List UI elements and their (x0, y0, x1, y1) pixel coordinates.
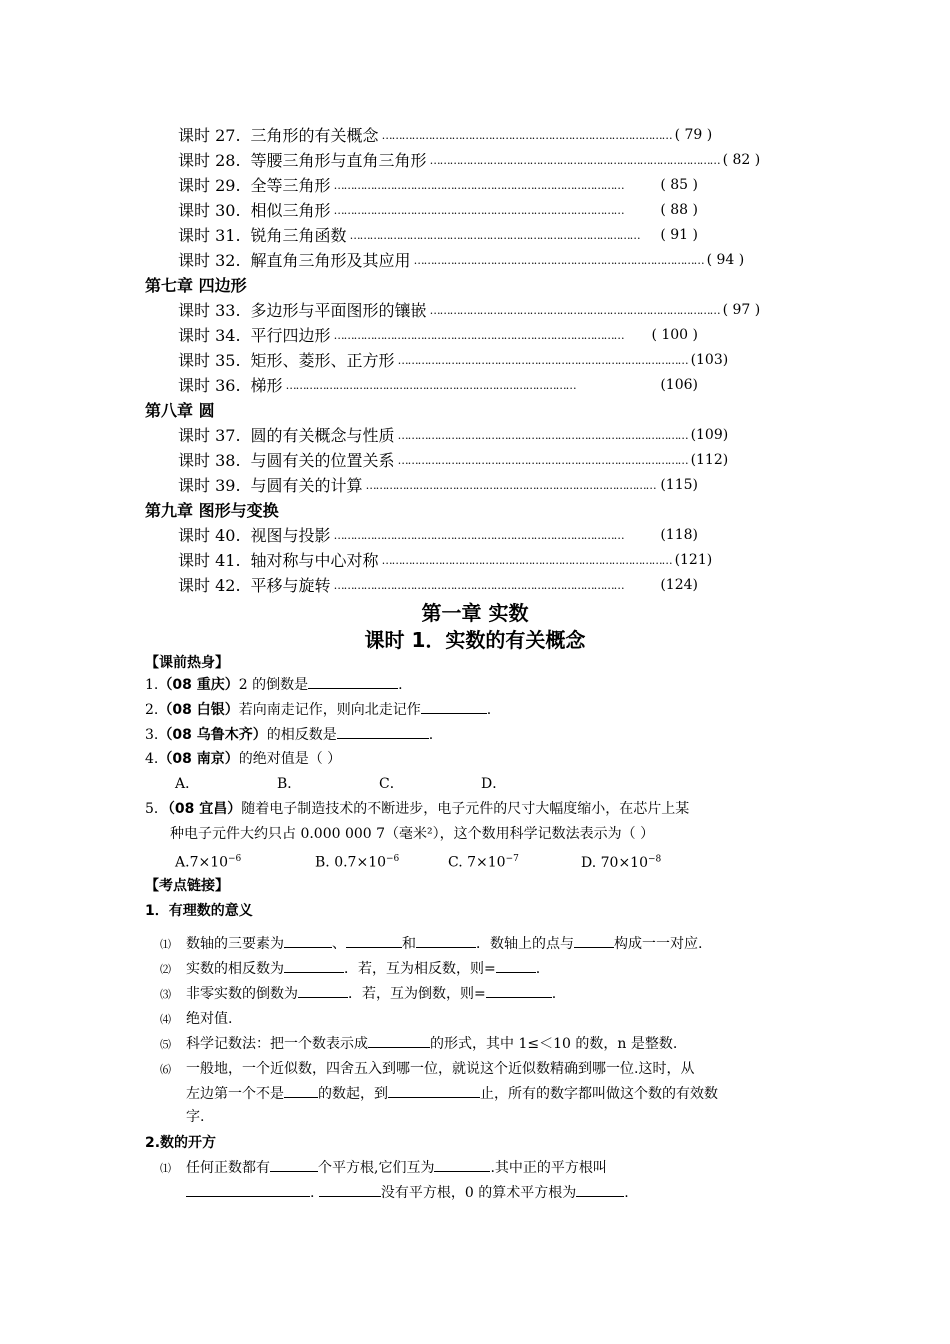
toc-lesson-title: 等腰三角形与直角三角形 (250, 151, 427, 170)
toc-lesson-title: 平行四边形 (250, 326, 331, 345)
question-5-options (175, 848, 661, 874)
toc-chapter-8: 第八章 圆 (145, 401, 215, 420)
question-source: （08 宜昌） (167, 801, 242, 817)
warmup-heading: 【课前热身】 (145, 655, 229, 671)
toc-entry[interactable] (178, 473, 698, 498)
lesson-title: 课时 1．实数的有关概念 (364, 628, 586, 652)
toc-leader-dots: …………………………………………………………………………… (397, 354, 688, 367)
answer-blank[interactable] (421, 699, 487, 714)
question-1 (145, 674, 403, 696)
toc-lesson-number: 课时 36. (178, 376, 241, 395)
toc-lesson-title: 锐角三角函数 (250, 226, 347, 245)
toc-lesson-number: 课时 35. (178, 351, 241, 370)
item-sqrt-1-line-2: . 没有平方根，0 的算术平方根为 . (186, 1182, 629, 1204)
toc-lesson-title: 三角形的有关概念 (250, 126, 379, 145)
answer-blank[interactable] (486, 983, 552, 998)
toc-page-number: ( 100 ) (651, 327, 698, 343)
answer-blank[interactable] (388, 1083, 480, 1098)
toc-lesson-number: 课时 40. (178, 526, 241, 545)
toc-lesson-number: 课时 32. (178, 251, 241, 270)
answer-blank[interactable] (346, 933, 402, 948)
toc-leader-dots: …………………………………………………………………………… (381, 129, 672, 142)
toc-entry[interactable] (178, 348, 729, 373)
question-4 (145, 748, 341, 770)
toc-page-number: (109) (690, 427, 729, 443)
question-5-line-2: 种电子元件大约只占 0.000 000 7（毫米²），这个数用科学记数法表示为（ ） (170, 826, 655, 842)
toc-lesson-number: 课时 37. (178, 426, 241, 445)
toc-page-number: ( 79 ) (674, 127, 713, 143)
option-d[interactable]: D. $70\times 10^{-8}$ (581, 854, 662, 871)
toc-leader-dots: …………………………………………………………………………… (333, 179, 624, 192)
item-6-line-3: 字. (186, 1109, 205, 1125)
question-end: . (428, 727, 434, 743)
option-a[interactable]: $A.7\times 10^{-6}$ (175, 854, 242, 871)
question-number: 5． (145, 801, 168, 817)
answer-blank[interactable] (368, 1033, 430, 1048)
answer-blank[interactable] (496, 958, 536, 973)
toc-page-number: ( 91 ) (660, 227, 698, 243)
item-4: ⑷ 绝对值. (160, 1008, 232, 1031)
toc-lesson-title: 解直角三角形及其应用 (250, 251, 411, 270)
toc-lesson-title: 梯形 (250, 376, 283, 395)
question-text-line-1: 随着电子制造技术的不断进步，电子元件的尺寸大幅度缩小，在芯片上某 (241, 801, 690, 817)
links-heading: 【考点链接】 (145, 878, 229, 894)
answer-blank[interactable] (284, 1083, 318, 1098)
item-1: ⑴ 数轴的三要素为 、 和 ．数轴上的点与 构成一一对应. (160, 933, 702, 956)
question-number: 2. (145, 702, 159, 718)
toc-chapter-9: 第九章 图形与变换 (145, 501, 279, 520)
question-text: 的相反数是 (266, 727, 337, 743)
toc-lesson-title: 与圆有关的计算 (250, 476, 363, 495)
question-2 (145, 699, 491, 721)
item-marker: ⑴ (160, 938, 171, 951)
toc-leader-dots: …………………………………………………………………………… (349, 229, 640, 242)
answer-blank[interactable] (308, 674, 398, 689)
toc-page-number: ( 88 ) (660, 202, 698, 218)
toc-page-number: (106) (660, 377, 698, 393)
toc-lesson-title: 圆的有关概念与性质 (250, 426, 395, 445)
option-c[interactable]: C. $7\times 10^{-7}$ (448, 854, 519, 871)
toc-leader-dots: …………………………………………………………………………… (333, 529, 624, 542)
answer-blank[interactable] (284, 958, 344, 973)
question-number: 4. (145, 751, 159, 767)
item-sqrt-1: ⑴ 任何正数都有 个平方根,它们互为 .其中正的平方根叫 (160, 1157, 607, 1180)
toc-leader-dots: …………………………………………………………………………… (397, 429, 688, 442)
toc-entry[interactable] (178, 448, 729, 473)
answer-blank[interactable] (284, 933, 332, 948)
toc-page-number: (115) (660, 477, 698, 493)
answer-blank[interactable] (186, 1182, 310, 1197)
toc-leader-dots: …………………………………………………………………………… (381, 554, 672, 567)
item-6-line-2: 左边第一个不是 的数起，到 止，所有的数字都叫做这个数的有效数 (186, 1083, 718, 1105)
toc-lesson-title: 多边形与平面图形的镶嵌 (250, 301, 427, 320)
answer-blank[interactable] (416, 933, 476, 948)
toc-lesson-number: 课时 42. (178, 576, 241, 595)
toc-lesson-title: 平移与旋转 (250, 576, 331, 595)
toc-page-number: (124) (660, 577, 698, 593)
chapter-title: 第一章 实数 (421, 601, 529, 625)
question-text: 若向南走记作，则向北走记作 (238, 702, 421, 718)
toc-entry[interactable] (178, 423, 729, 448)
toc-entry[interactable] (178, 323, 698, 348)
toc-entry[interactable] (178, 373, 698, 398)
item-6: ⑹ 一般地，一个近似数，四舍五入到哪一位，就说这个近似数精确到哪一位.这时，从 (160, 1058, 694, 1081)
question-text: 的绝对值是（ ） (238, 751, 342, 767)
toc-lesson-title: 相似三角形 (250, 201, 331, 220)
question-source: （08 白银） (158, 702, 239, 718)
toc-leader-dots: …………………………………………………………………………… (333, 204, 624, 217)
item-2: ⑵ 实数的相反数为 ．若，互为相反数，则= . (160, 958, 540, 981)
toc-lesson-number: 课时 27. (178, 126, 241, 145)
toc-lesson-number: 课时 41. (178, 551, 241, 570)
item-marker: ⑵ (160, 963, 171, 976)
option-d[interactable]: D． (481, 776, 507, 792)
answer-blank[interactable] (434, 1157, 490, 1172)
toc-page-number: (103) (690, 352, 729, 368)
question-source: （08 南京） (158, 751, 239, 767)
toc-page-number: (118) (660, 527, 698, 543)
toc-leader-dots: …………………………………………………………………………… (365, 479, 656, 492)
item-marker: ⑹ (160, 1063, 171, 1076)
question-text: 2 的倒数是 (238, 677, 309, 693)
toc-leader-dots: …………………………………………………………………………… (397, 454, 688, 467)
toc-entry[interactable] (178, 248, 745, 273)
toc-entry[interactable] (178, 523, 698, 548)
toc-lesson-title: 全等三角形 (250, 176, 331, 195)
toc-entry[interactable] (178, 198, 698, 223)
toc-lesson-number: 课时 34. (178, 326, 241, 345)
question-source: （08 乌鲁木齐） (158, 727, 267, 743)
toc-entry[interactable] (178, 298, 761, 323)
item-marker: ⑴ (160, 1162, 171, 1175)
question-end: . (486, 702, 492, 718)
toc-lesson-number: 课时 30. (178, 201, 241, 220)
toc-page-number: (121) (674, 552, 713, 568)
item-marker: ⑶ (160, 988, 171, 1001)
option-c[interactable]: C． (379, 776, 404, 792)
answer-blank[interactable] (270, 1157, 318, 1172)
toc-entry[interactable] (178, 573, 698, 598)
toc-lesson-number: 课时 38. (178, 451, 241, 470)
question-4-options (175, 773, 506, 795)
answer-blank[interactable] (576, 1182, 624, 1197)
item-5: ⑸ 科学记数法：把一个数表示成 的形式，其中 1≤＜10 的数，n 是整数. (160, 1033, 677, 1056)
question-3 (145, 724, 433, 746)
answer-blank[interactable] (337, 724, 429, 739)
toc-leader-dots: …………………………………………………………………………… (429, 154, 720, 167)
toc-page-number: ( 82 ) (722, 152, 761, 168)
item-3: ⑶ 非零实数的倒数为 ．若，互为倒数，则= . (160, 983, 556, 1006)
toc-page-number: ( 85 ) (660, 177, 698, 193)
toc-entry[interactable] (178, 173, 698, 198)
toc-lesson-number: 课时 29. (178, 176, 241, 195)
question-number: 3. (145, 727, 159, 743)
toc-lesson-number: 课时 31. (178, 226, 241, 245)
toc-lesson-number: 课时 39. (178, 476, 241, 495)
question-number: 1. (145, 677, 159, 693)
toc-leader-dots: …………………………………………………………………………… (333, 329, 624, 342)
links-section-1: 1．有理数的意义 (145, 903, 253, 919)
item-marker: ⑷ (160, 1013, 171, 1026)
toc-leader-dots: …………………………………………………………………………… (285, 379, 576, 392)
toc-page-number: ( 97 ) (722, 302, 761, 318)
toc-lesson-title: 与圆有关的位置关系 (250, 451, 395, 470)
toc-page-number: ( 94 ) (706, 252, 745, 268)
answer-blank[interactable] (298, 983, 348, 998)
toc-leader-dots: …………………………………………………………………………… (429, 304, 720, 317)
question-source: （08 重庆） (158, 677, 239, 693)
links-section-2: 2.数的开方 (145, 1135, 217, 1151)
option-a[interactable]: A． (175, 776, 200, 792)
toc-lesson-title: 轴对称与中心对称 (250, 551, 379, 570)
question-end: . (398, 677, 403, 693)
toc-entry[interactable] (178, 148, 761, 173)
toc-lesson-title: 视图与投影 (250, 526, 331, 545)
question-5 (145, 798, 689, 820)
option-b[interactable]: B. $0.7\times 10^{-6}$ (315, 854, 400, 871)
item-marker: ⑸ (160, 1038, 171, 1051)
toc-chapter-7: 第七章 四边形 (145, 276, 247, 295)
toc-leader-dots: …………………………………………………………………………… (413, 254, 704, 267)
toc-entry[interactable] (178, 123, 713, 148)
toc-lesson-number: 课时 28. (178, 151, 241, 170)
toc-entry[interactable] (178, 548, 713, 573)
toc-lesson-number: 课时 33. (178, 301, 241, 320)
toc-lesson-title: 矩形、菱形、正方形 (250, 351, 395, 370)
toc-entry[interactable] (178, 223, 698, 248)
option-b[interactable]: B． (277, 776, 302, 792)
toc-leader-dots: …………………………………………………………………………… (333, 579, 624, 592)
toc-page-number: (112) (690, 452, 729, 468)
answer-blank[interactable] (319, 1182, 381, 1197)
answer-blank[interactable] (574, 933, 614, 948)
